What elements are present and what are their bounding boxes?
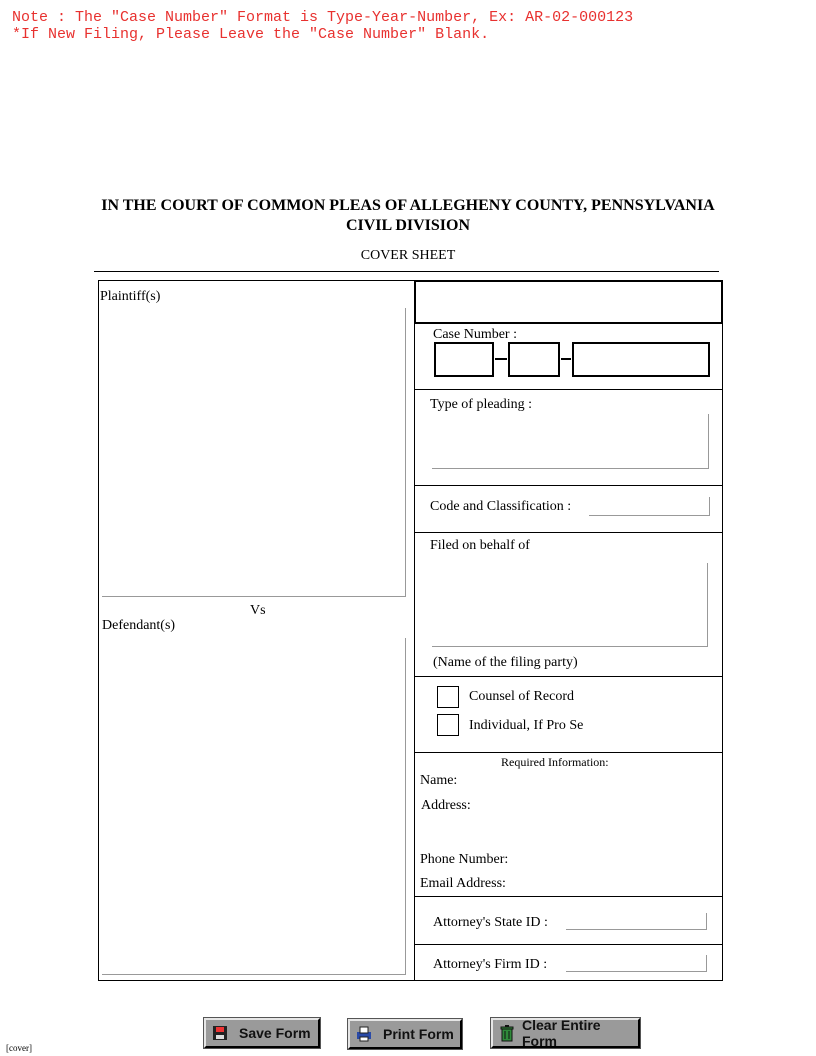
cover-sheet-title: COVER SHEET — [360, 248, 456, 263]
row-divider — [415, 896, 723, 897]
case-seq-input[interactable] — [572, 342, 710, 377]
new-filing-note: *If New Filing, Please Leave the "Case Number" Blank. — [12, 26, 490, 43]
print-form-label: Print Form — [383, 1026, 454, 1042]
plaintiff-label: Plaintiff(s) — [100, 289, 161, 304]
individual-checkbox[interactable] — [437, 714, 459, 736]
pleading-field[interactable] — [432, 414, 709, 469]
filed-field[interactable] — [432, 563, 708, 647]
state-id-field[interactable] — [566, 913, 707, 930]
row-divider — [415, 532, 723, 533]
case-type-input[interactable] — [434, 342, 494, 377]
counsel-label: Counsel of Record — [469, 689, 574, 704]
case-dash-2 — [561, 358, 571, 360]
pleading-label: Type of pleading : — [430, 397, 533, 412]
court-use-box — [414, 280, 723, 324]
printer-icon — [355, 1025, 373, 1043]
vs-label: Vs — [250, 603, 266, 618]
clear-form-label: Clear Entire Form — [522, 1017, 601, 1049]
save-form-label: Save Form — [239, 1025, 311, 1041]
email-label: Email Address: — [420, 876, 506, 891]
required-label: Required Information: — [501, 755, 609, 769]
floppy-disk-icon — [211, 1024, 229, 1042]
defendant-field[interactable] — [102, 638, 406, 975]
print-form-button[interactable] — [348, 1019, 462, 1049]
individual-label: Individual, If Pro Se — [469, 718, 584, 733]
clear-form-button[interactable] — [491, 1018, 640, 1048]
division-title: CIVIL DIVISION — [345, 217, 471, 234]
defendant-label: Defendant(s) — [102, 618, 176, 633]
code-field[interactable] — [589, 497, 710, 516]
state-id-label: Attorney's State ID : — [433, 915, 548, 930]
phone-label: Phone Number: — [420, 852, 509, 867]
firm-id-label: Attorney's Firm ID : — [433, 957, 548, 972]
row-divider — [415, 944, 723, 945]
name-label: Name: — [420, 773, 458, 788]
case-dash-1 — [495, 358, 507, 360]
case-number-label: Case Number : — [433, 327, 517, 342]
center-divider — [414, 280, 415, 981]
court-title: IN THE COURT OF COMMON PLEAS OF ALLEGHENY COUNTY, PENNSYLVANIA — [101, 197, 715, 214]
case-year-input[interactable] — [508, 342, 560, 377]
plaintiff-field[interactable] — [102, 308, 406, 597]
row-divider — [415, 389, 723, 390]
row-divider — [415, 752, 723, 753]
save-form-button[interactable] — [204, 1018, 320, 1048]
firm-id-field[interactable] — [566, 955, 707, 972]
format-note: Note : The "Case Number" Format is Type-Year-Number, Ex: AR-02-000123 — [12, 9, 634, 26]
row-divider — [415, 485, 723, 486]
filed-label: Filed on behalf of — [430, 538, 530, 553]
counsel-checkbox[interactable] — [437, 686, 459, 708]
code-label: Code and Classification : — [430, 499, 572, 514]
filing-party-label: (Name of the filing party) — [433, 655, 578, 670]
row-divider — [415, 676, 723, 677]
trash-can-icon — [498, 1024, 516, 1042]
header-divider — [94, 271, 719, 272]
footer-tag: [cover] — [6, 1043, 32, 1053]
address-label: Address: — [421, 798, 471, 813]
